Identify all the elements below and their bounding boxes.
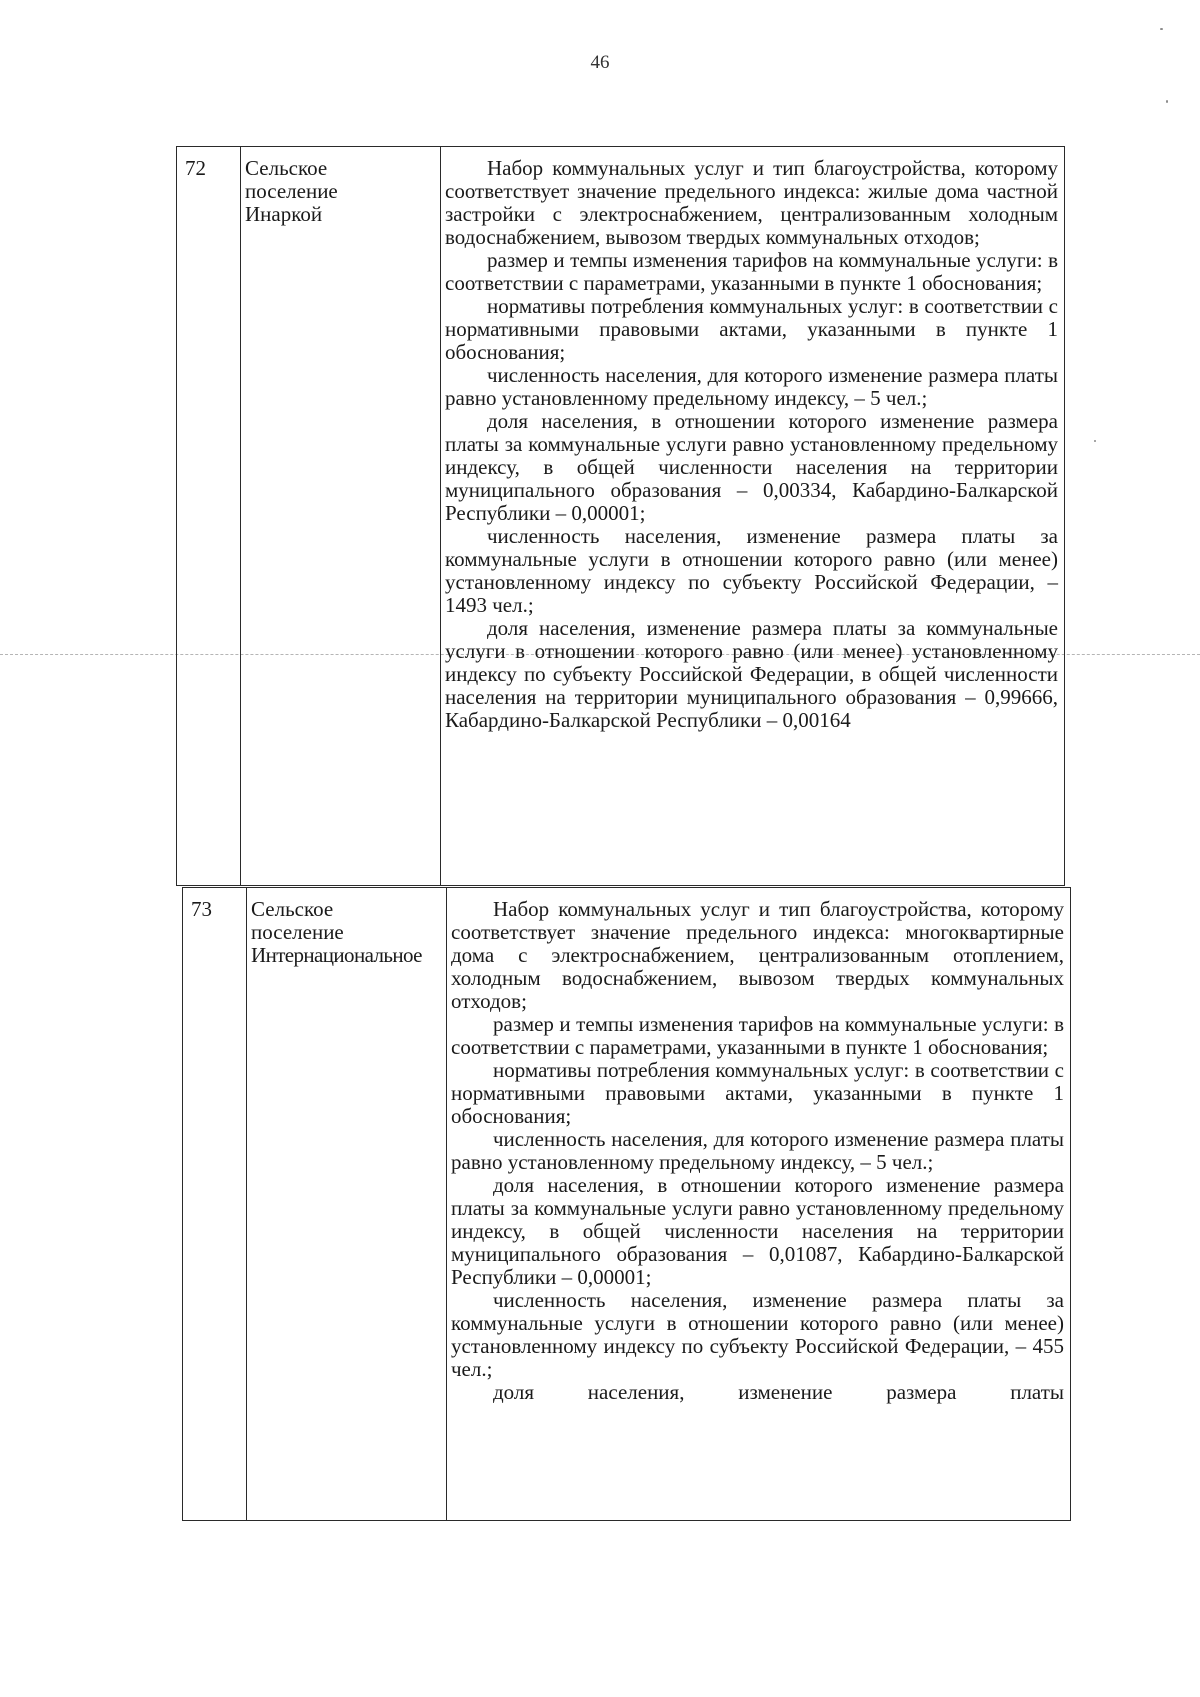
paragraph-population-less: численность населения, изменение размера платы за коммунальные услуги в отношении которого равно (или менее) установленному индексу по субъекту Российской Федерации, – 455 чел.; [451, 1288, 1064, 1381]
paragraph-share-less: доля населения, изменение размера платы за коммунальные услуги в отношении которого равно (или менее) установленному индексу по субъекту Российской Федерации, в общей численности населения на территории муниципального образования – 0,99666, Кабардино-Балкарской Республики – 0,00164 [445, 616, 1058, 732]
table-row [183, 888, 1071, 1521]
row-number: 72 [177, 147, 241, 886]
scan-speck [1166, 100, 1168, 103]
paragraph-service-set: Набор коммунальных услуг и тип благоустройства, которому соответствует значение предельного индекса: жилые дома частной застройки с электроснабжением, централизованным холодным водоснабжением, вывозом твердых коммунальных отходов; [445, 156, 1058, 249]
settlement-name-line: поселение [251, 920, 344, 944]
paragraph-share-equal: доля населения, в отношении которого изменение размера платы за коммунальные услуги равно установленному предельному индексу, в общей численности населения на территории муниципального образования – 0,00334, Кабардино-Балкарской Республики – 0,00001; [445, 409, 1058, 525]
paragraph-population-less: численность населения, изменение размера платы за коммунальные услуги в отношении которого равно (или менее) установленному индексу по субъекту Российской Федерации, – 1493 чел.; [445, 524, 1058, 617]
paragraph-tariffs: размер и темпы изменения тарифов на коммунальные услуги: в соответствии с параметрами, указанными в пункте 1 обоснования; [451, 1012, 1064, 1059]
paragraph-population-equal: численность населения, для которого изменение размера платы равно установленному предельному индексу, – 5 чел.; [451, 1127, 1064, 1174]
row-number: 73 [183, 888, 247, 1521]
settlement-name-line: Сельское [251, 897, 334, 921]
table-row-72 [176, 146, 1065, 886]
settlement-name-line: Инаркой [245, 202, 323, 226]
paragraph-share-equal: доля населения, в отношении которого изменение размера платы за коммунальные услуги равно установленному предельному индексу, в общей численности населения на территории муниципального образования – 0,01087, Кабардино-Балкарской Республики – 0,00001; [451, 1173, 1064, 1289]
paragraph-service-set: Набор коммунальных услуг и тип благоустройства, которому соответствует значение предельного индекса: многоквартирные дома с электроснабжением, централизованным отоплением, холодным водоснабжением, вывозом твердых коммунальных отходов; [451, 897, 1064, 1013]
table-row [177, 147, 1065, 886]
settlement-name-line: поселение [245, 179, 338, 203]
settlement-name [247, 888, 447, 1521]
settlement-name-line: Сельское [245, 156, 328, 180]
settlement-name-line: Интернациональное [251, 943, 422, 967]
indicator-description [441, 147, 1065, 886]
scan-speck [1094, 440, 1096, 442]
paragraph-population-equal: численность населения, для которого изменение размера платы равно установленному предельному индексу, – 5 чел.; [445, 363, 1058, 410]
paragraph-share-less-start: доля населения, изменение размера платы [493, 1380, 1064, 1404]
settlement-name [241, 147, 441, 886]
paragraph-norms: нормативы потребления коммунальных услуг: в соответствии с нормативными правовыми актами, указанными в пункте 1 обоснования; [445, 294, 1058, 364]
paragraph-norms: нормативы потребления коммунальных услуг: в соответствии с нормативными правовыми актами, указанными в пункте 1 обоснования; [451, 1058, 1064, 1128]
table-row-73 [182, 887, 1071, 1521]
scan-speck [1160, 28, 1163, 30]
indicator-description [447, 888, 1071, 1521]
page-number: 46 [590, 52, 610, 73]
paragraph-tariffs: размер и темпы изменения тарифов на коммунальные услуги: в соответствии с параметрами, указанными в пункте 1 обоснования; [445, 248, 1058, 295]
